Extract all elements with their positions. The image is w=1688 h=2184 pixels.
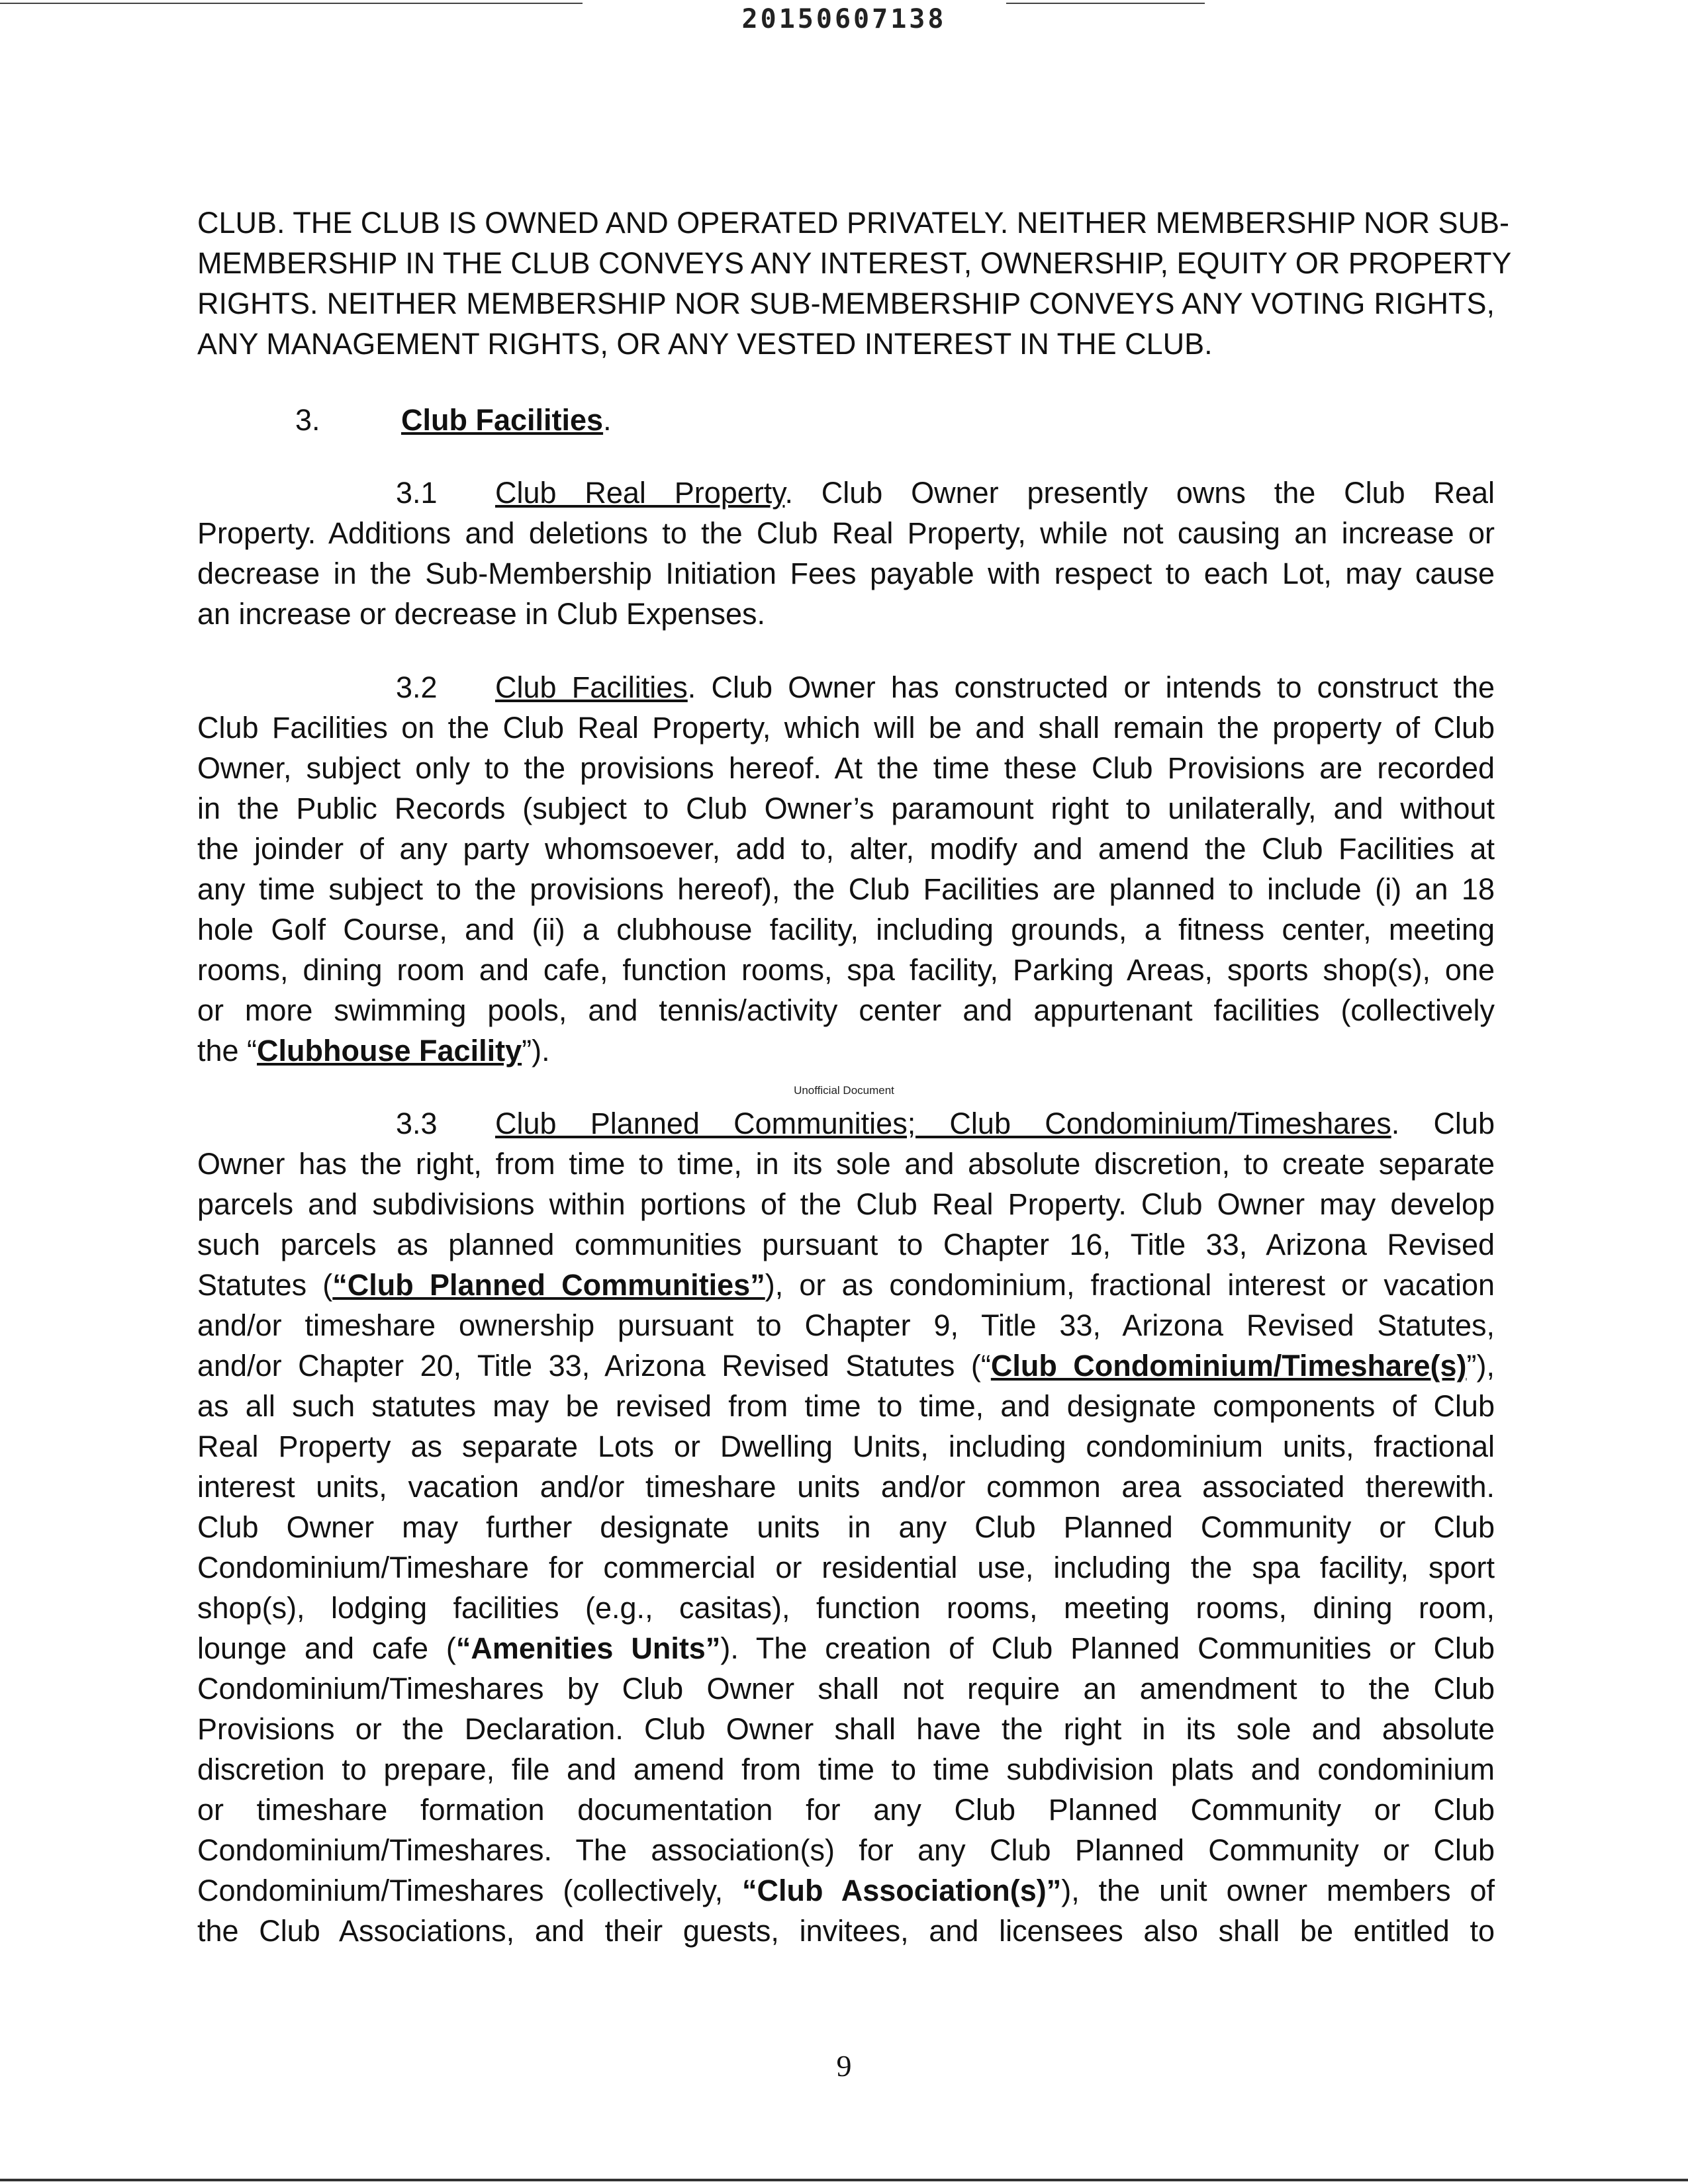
text-line: in the Public Records (subject to Club Owner’s paramount right to unilaterally, and without [197,792,1495,825]
text-run: ”). [522,1034,550,1068]
text-line [197,667,1495,707]
text-run: ), or as condominium, fractional interest or vacation [765,1268,1495,1302]
page-number: 9 [836,2049,852,2083]
text-line [197,473,1495,513]
text-line: MEMBERSHIP IN THE CLUB CONVEYS ANY INTEREST, OWNERSHIP, EQUITY OR PROPERTY [197,246,1512,280]
subsection-title: Club Real Property [495,476,785,510]
text-line: Condominium/Timeshare for commercial or residential use, including the spa facility, sport [197,1551,1495,1584]
section-3-heading [295,400,612,440]
text-line: any time subject to the provisions hereof), the Club Facilities are planned to include (i) an 18 [197,872,1495,906]
text-line: Condominium/Timeshares. The association(s) for any Club Planned Community or Club [197,1833,1495,1867]
text-line [197,1870,1495,1911]
text-line [197,1265,1495,1305]
text-run: . Club Owner presently owns the Club Real [784,476,1495,510]
text-line: Owner has the right, from time to time, in its sole and absolute discretion, to create separate [197,1147,1495,1181]
text-line: discretion to prepare, file and amend from time to time subdivision plats and condominium [197,1752,1495,1786]
text-line: Real Property as separate Lots or Dwelling Units, including condominium units, fractional [197,1430,1495,1463]
text-line: shop(s), lodging facilities (e.g., casitas), function rooms, meeting rooms, dining room, [197,1591,1495,1625]
text-line: as all such statutes may be revised from time to time, and designate components of Club [197,1389,1495,1423]
text-run: ), the unit owner members of [1061,1874,1495,1907]
text-line: rooms, dining room and cafe, function rooms, spa facility, Parking Areas, sports shop(s), one [197,953,1495,987]
text-line [197,1030,1495,1071]
text-line: an increase or decrease in Club Expenses. [197,597,765,631]
text-run: . Club Owner has constructed or intends to construct the [687,670,1495,704]
text-run: lounge and cafe ( [197,1631,456,1665]
defined-term: “Club Planned Communities” [332,1268,765,1302]
unofficial-document-watermark: Unofficial Document [794,1084,894,1097]
text-line [197,1628,1495,1668]
section-title-suffix: . [603,403,612,437]
section-number: 3. [295,403,320,437]
defined-term: “Amenities Units” [455,1631,721,1665]
text-line: Owner, subject only to the provisions hereof. At the time these Club Provisions are recorded [197,751,1495,785]
intro-paragraph [197,203,1512,364]
text-run: ”), [1466,1349,1495,1383]
text-line [197,1345,1495,1386]
subsection-number: 3.3 [396,1107,438,1140]
section-3-2-paragraph [197,667,1495,1071]
text-run: . Club [1391,1107,1495,1140]
subsection-number: 3.1 [396,476,438,510]
text-line: parcels and subdivisions within portions of the Club Real Property. Club Owner may develop [197,1187,1495,1221]
text-line: and/or timeshare ownership pursuant to Chapter 9, Title 33, Arizona Revised Statutes, [197,1308,1495,1342]
text-line: ANY MANAGEMENT RIGHTS, OR ANY VESTED INTEREST IN THE CLUB. [197,327,1213,361]
text-line: the Club Associations, and their guests, invitees, and licensees also shall be entitled to [197,1914,1495,1948]
text-run: ). The creation of Club Planned Communities or Club [720,1631,1495,1665]
text-run: Statutes ( [197,1268,333,1302]
text-line: such parcels as planned communities pursuant to Chapter 16, Title 33, Arizona Revised [197,1228,1495,1261]
subsection-number: 3.2 [396,670,438,704]
text-line: the joinder of any party whomsoever, add to, alter, modify and amend the Club Facilities at [197,832,1495,866]
text-line: CLUB. THE CLUB IS OWNED AND OPERATED PRIVATELY. NEITHER MEMBERSHIP NOR SUB- [197,206,1510,240]
section-3-1-paragraph [197,473,1495,634]
text-run: the “ [197,1034,258,1068]
section-title: Club Facilities [401,403,604,437]
text-line: decrease in the Sub-Membership Initiation Fees payable with respect to each Lot, may cause [197,557,1495,590]
subsection-title: Club Planned Communities; Club Condominium/Timeshares [495,1107,1391,1140]
text-line: Club Owner may further designate units in any Club Planned Community or Club [197,1510,1495,1544]
text-line: interest units, vacation and/or timeshare units and/or common area associated therewith. [197,1470,1495,1504]
text-line: or timeshare formation documentation for any Club Planned Community or Club [197,1793,1495,1827]
document-number: 20150607138 [741,4,947,34]
text-run: and/or Chapter 20, Title 33, Arizona Revised Statutes (“ [197,1349,991,1383]
defined-term: Club Condominium/Timeshare(s) [990,1349,1467,1383]
subsection-title: Club Facilities [495,670,688,704]
text-line: Condominium/Timeshares by Club Owner shall not require an amendment to the Club [197,1672,1495,1706]
text-line: Provisions or the Declaration. Club Owner shall have the right in its sole and absolute [197,1712,1495,1746]
defined-term: Clubhouse Facility [257,1034,522,1068]
text-line: RIGHTS. NEITHER MEMBERSHIP NOR SUB-MEMBERSHIP CONVEYS ANY VOTING RIGHTS, [197,287,1495,320]
text-line: Club Facilities on the Club Real Property, which will be and shall remain the property of Club [197,711,1495,745]
text-run: Condominium/Timeshares (collectively, [197,1874,743,1907]
text-line: Property. Additions and deletions to the Club Real Property, while not causing an increase or [197,516,1495,550]
text-line [197,1103,1495,1144]
text-line: or more swimming pools, and tennis/activity center and appurtenant facilities (collectively [197,993,1495,1027]
defined-term: “Club Association(s)” [742,1874,1062,1907]
bottom-scan-rule [0,2179,1688,2181]
text-line: hole Golf Course, and (ii) a clubhouse facility, including grounds, a fitness center, meeting [197,913,1495,946]
section-3-3-paragraph [197,1103,1495,1951]
